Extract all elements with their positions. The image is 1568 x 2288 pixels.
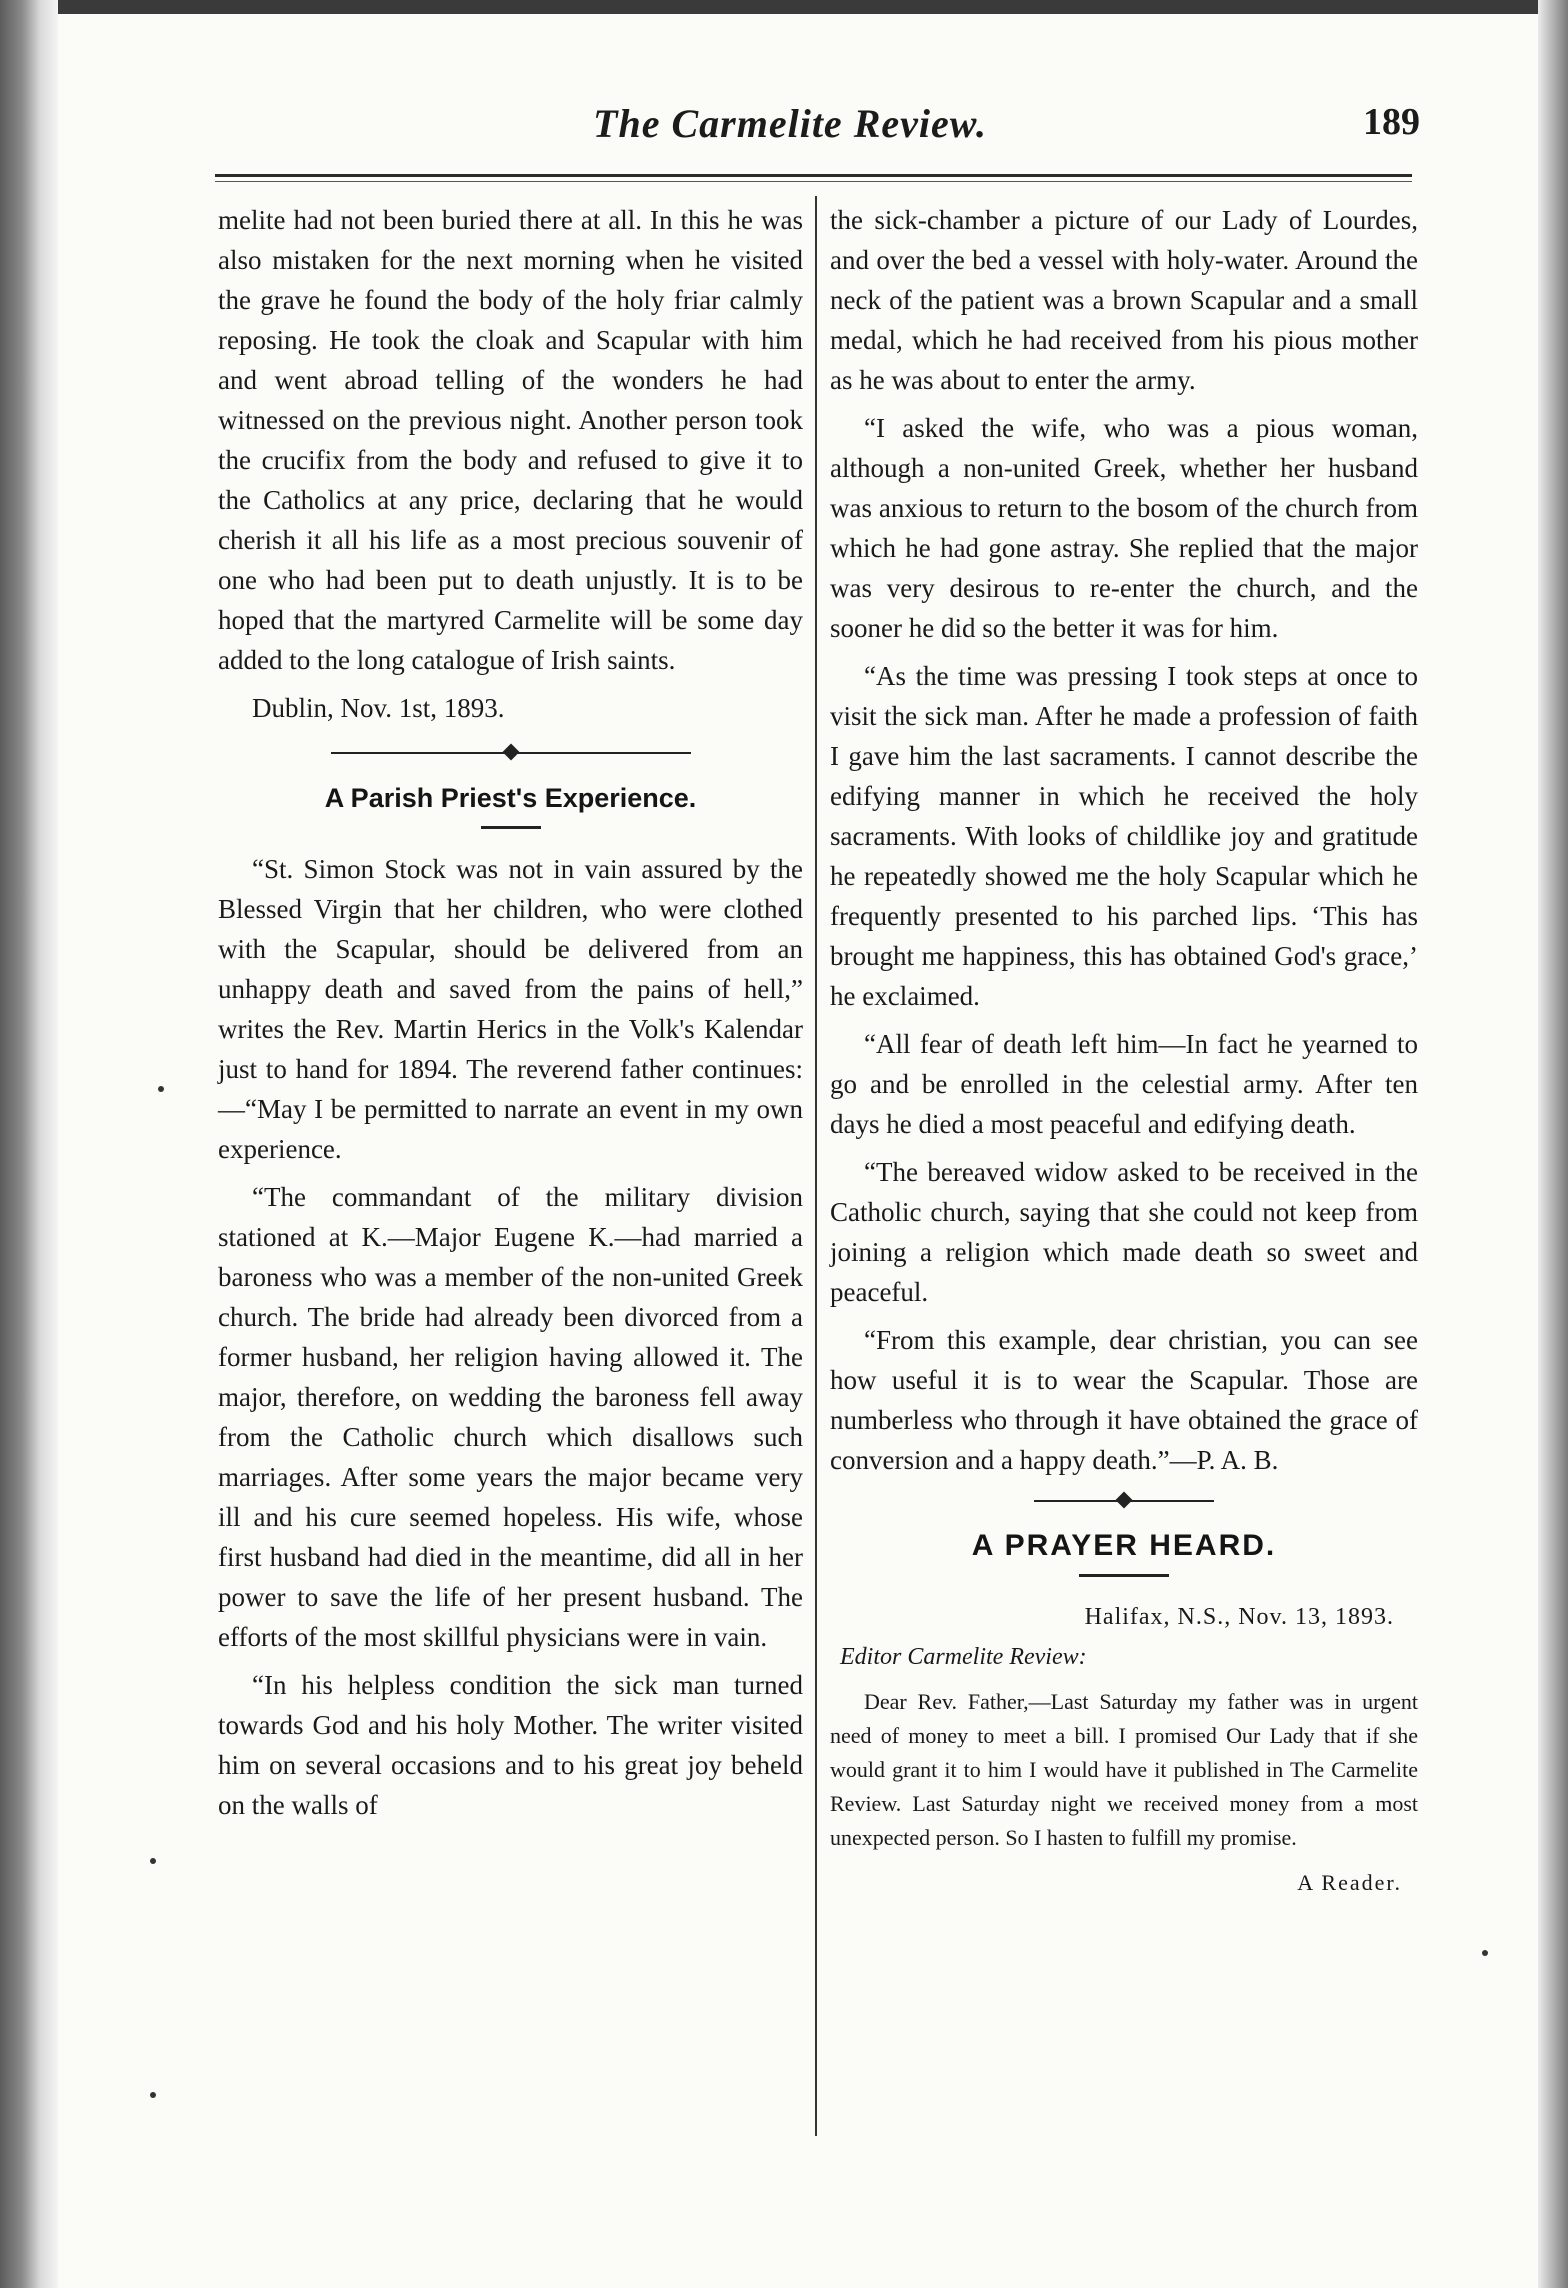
article-paragraph: “In his helpless condition the sick man turned towards God and his holy Mother. The writer visited him on several occasions and to his great joy beheld on the walls of xyxy=(218,1670,803,1820)
right-column xyxy=(830,200,1418,1903)
header-rule-thin xyxy=(215,181,1412,182)
margin-speck xyxy=(150,1858,156,1864)
section-title-parish-priest: A Parish Priest's Experience. xyxy=(324,783,697,813)
article-paragraph: “From this example, dear christian, you can see how useful it is to wear the Scapular. Those are numberless who through it have obtained the grace of conversion and a happy death.”—P. A. B. xyxy=(830,1325,1418,1475)
letter-body: Dear Rev. Father,—Last Saturday my father was in urgent need of money to meet a bill. I promised Our Lady that if she would grant it to him I would have it published in The Carmelite Review. Last Saturday night we received money from a most unexpected person. So I hasten to fulfill my promise. xyxy=(830,1689,1418,1850)
article-paragraph: “As the time was pressing I took steps at once to visit the sick man. After he made a profession of faith I gave him the last sacraments. I cannot describe the edifying manner in which he received the holy sacraments. With looks of childlike joy and gratitude he repeatedly showed me the holy Scapular which he frequently presented to his parched lips. ‘This has brought me happiness, this has obtained God's grace,’ he exclaimed. xyxy=(830,661,1418,1011)
left-column xyxy=(218,200,803,1833)
header-rule xyxy=(215,174,1412,177)
divider-diamond-ornament xyxy=(1116,1492,1133,1509)
letter-addressee: Editor Carmelite Review: xyxy=(840,1644,1087,1670)
margin-speck xyxy=(1482,1950,1488,1956)
article-paragraph: “The bereaved widow asked to be received in the Catholic church, saying that she could not keep from joining a religion which made death so sweet and peaceful. xyxy=(830,1157,1418,1307)
divider-diamond-ornament xyxy=(502,744,519,761)
dateline: Dublin, Nov. 1st, 1893. xyxy=(252,693,505,723)
running-header xyxy=(160,100,1420,160)
continued-paragraph: melite had not been buried there at all. In this he was also mistaken for the next morning when he visited the grave he found the body of the holy friar calmly reposing. He took the cloak and Scapular with him and went abroad telling of the wonders he had witnessed on the previous night. Another person took the crucifix from the body and refused to give it to the Catholics at any price, declaring that he would cherish it all his life as a most precious souvenir of one who had been put to death unjustly. It is to be hoped that the martyred Carmelite will be some day added to the long catalogue of Irish saints. xyxy=(218,205,803,675)
scan-binding-shadow xyxy=(0,0,58,2288)
ornamental-divider xyxy=(331,742,691,764)
title-underline-rule xyxy=(1079,1574,1169,1577)
section-title-prayer-heard: A PRAYER HEARD. xyxy=(971,1529,1277,1562)
letter-place-date: Halifax, N.S., Nov. 13, 1893. xyxy=(1084,1604,1394,1630)
ornamental-divider xyxy=(1034,1490,1214,1512)
margin-speck xyxy=(158,1086,164,1092)
page-number: 189 xyxy=(1363,101,1420,143)
margin-speck xyxy=(150,2092,156,2098)
title-underline-rule xyxy=(481,826,541,829)
scan-right-edge xyxy=(1538,0,1568,2288)
letter-signature: A Reader. xyxy=(1297,1870,1402,1895)
article-paragraph: “I asked the wife, who was a pious woman, although a non-united Greek, whether her husband was anxious to return to the bosom of the church from which he had gone astray. She replied that the major was very desirous to re-enter the church, and the sooner he did so the better it was for him. xyxy=(830,413,1418,643)
article-paragraph: the sick-chamber a picture of our Lady of Lourdes, and over the bed a vessel with holy-water. Around the neck of the patient was a brown Scapular and a small medal, which he had received from his pious mother as he was about to enter the army. xyxy=(830,205,1418,395)
running-title: The Carmelite Review. xyxy=(593,101,987,146)
scan-top-edge xyxy=(0,0,1568,14)
column-divider xyxy=(815,196,817,2136)
article-paragraph: “St. Simon Stock was not in vain assured by the Blessed Virgin that her children, who were clothed with the Scapular, should be delivered from an unhappy death and saved from the pains of hell,” writes the Rev. Martin Herics in the Volk's Kalendar just to hand for 1894. The reverend father continues:—“May I be permitted to narrate an event in my own experience. xyxy=(218,854,803,1164)
article-paragraph: “All fear of death left him—In fact he yearned to go and be enrolled in the celestial army. After ten days he died a most peaceful and edifying death. xyxy=(830,1029,1418,1139)
article-paragraph: “The commandant of the military division stationed at K.—Major Eugene K.—had married a baroness who was a member of the non-united Greek church. The bride had already been divorced from a former husband, her religion having allowed it. The major, therefore, on wedding the baroness fell away from the Catholic church which disallows such marriages. After some years the major became very ill and his cure seemed hopeless. His wife, whose first husband had died in the meantime, did all in her power to save the life of her present husband. The efforts of the most skillful physicians were in vain. xyxy=(218,1182,803,1652)
